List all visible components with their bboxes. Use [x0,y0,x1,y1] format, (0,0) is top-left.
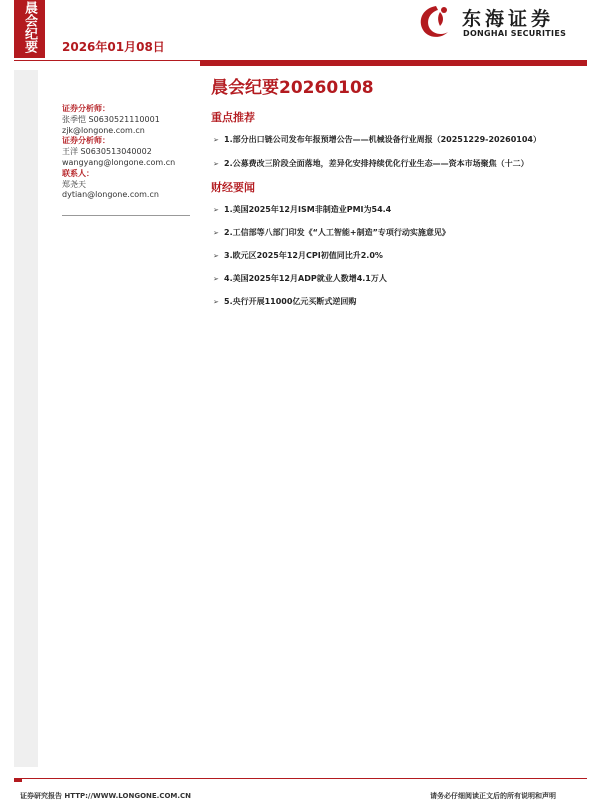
company-logo [414,2,584,46]
header-accent-bar [200,61,587,66]
footer-accent-mark [14,779,22,782]
bullet-arrow-icon: ➢ [213,159,219,168]
bullet-arrow-icon: ➢ [213,228,219,237]
list-item[interactable] [213,134,541,145]
list-item[interactable] [213,250,383,261]
list-item[interactable] [213,296,356,307]
contact-name: 张季恺 S0630521110001 [62,114,160,124]
list-item-text: 1.部分出口链公司发布年报预增公告——机械设备行业周报（20251229-20260104） [224,135,541,144]
page-title: 晨会纪要20260108 [211,78,374,98]
logo-emblem-icon [414,2,458,42]
list-item-text: 3.欧元区2025年12月CPI初值同比升2.0% [224,251,383,260]
list-item[interactable] [213,158,529,169]
logo-chinese-name: 东海证券 [462,8,555,30]
contact-name: 王洋 S0630513040002 [62,147,152,157]
contact-label: 证券分析师： [62,104,110,113]
bullet-arrow-icon: ➢ [213,205,219,214]
footer-rule [14,778,587,779]
list-item[interactable] [213,227,450,238]
bullet-arrow-icon: ➢ [213,251,219,260]
footer-disclaimer: 请务必仔细阅读正文后的所有说明和声明 [430,792,556,800]
report-type-tab: 晨会纪要 [14,0,45,58]
list-item-text: 2.公募费改三阶段全面落地，差异化安排持续优化行业生态——资本市场聚焦（十二） [224,159,529,168]
contact-email[interactable]: dytian@longone.com.cn [62,190,159,200]
list-item-text: 5.央行开展11000亿元买断式逆回购 [224,297,357,306]
contact-label: 联系人： [62,168,94,178]
left-gray-column [14,70,38,767]
list-item[interactable] [213,204,391,215]
list-item[interactable] [213,273,387,284]
section-title-financial-news: 财经要闻 [211,181,255,194]
logo-english-name: DONGHAI SECURITIES [463,29,567,38]
list-item-text: 1.美国2025年12月ISM非制造业PMI为54.4 [224,205,392,214]
section-title-key-recommendations: 重点推荐 [211,111,255,124]
analyst-2 [62,136,197,168]
analyst-1 [62,104,197,136]
report-date: 2026年01月08日 [62,40,165,54]
contacts-divider [62,215,190,216]
contact-email[interactable]: zjk@longone.com.cn [62,125,145,135]
list-item-text: 4.美国2025年12月ADP就业人数增4.1万人 [224,274,387,283]
bullet-arrow-icon: ➢ [213,274,219,283]
contact-email[interactable]: wangyang@longone.com.cn [62,157,176,167]
list-item-text: 2.工信部等八部门印发《“人工智能+制造”专项行动实施意见》 [224,228,450,237]
contact-label: 证券分析师： [62,136,110,146]
footer-website[interactable]: 证券研究报告 HTTP://WWW.LONGONE.COM.CN [20,792,192,800]
bullet-arrow-icon: ➢ [213,135,219,144]
contact-name: 郑尧天 [62,179,86,189]
contact-person [62,169,197,201]
bullet-arrow-icon: ➢ [213,297,219,306]
analyst-contacts [62,104,197,201]
